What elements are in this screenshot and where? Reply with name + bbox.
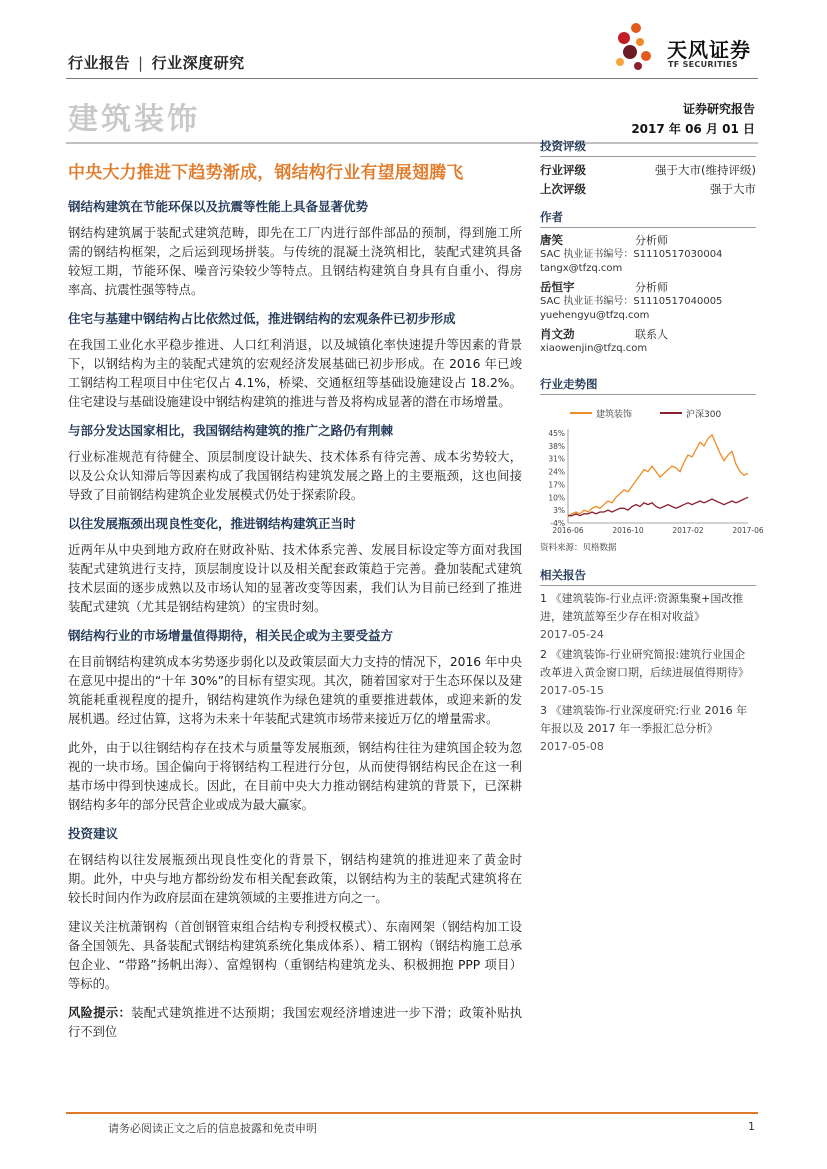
rating-key: 行业评级 [540,163,586,177]
legend-label: 建筑装饰 [596,410,633,420]
y-tick-label: 45% [548,429,565,438]
related-report-date: 2017-05-24 [540,628,604,641]
x-tick-label: 2016-06 [552,526,584,535]
section-paragraph: 在钢结构以往发展瓶颈出现良性变化的背景下，钢结构建筑的推进迎来了黄金时期。此外，中央与地方都纷纷发布相关配套政策，以钢结构为主的装配式建筑将在较长时间内作为政府层面在建筑领域的主要推进方向之一。 [68,853,522,905]
sector-name: 建筑装饰 [68,102,200,137]
report-date: 2017 年 06 月 01 日 [631,122,755,136]
legend-label: 沪深300 [686,410,722,420]
section-heading: 钢结构建筑在节能环保以及抗震等性能上具备显著优势 [68,199,369,214]
author-role: 分析师 [635,234,668,247]
rating-value: 强于大市(维持评级) [655,163,756,177]
section-paragraph: 行业标准规范有待健全、顶层制度设计缺失、技术体系有待完善、成本劣势较大，以及公众认知滞后等因素构成了我国钢结构建筑发展之路上的主要瓶颈，这也间接导致了目前钢结构建筑企业发展模式仍处于探索阶段。 [68,450,522,502]
author-email[interactable]: yuehengyu@tfzq.com [540,310,650,321]
section-heading: 以往发展瓶颈出现良性变化，推进钢结构建筑正当时 [68,516,356,531]
y-tick-label: 24% [548,467,565,477]
section-paragraph: 建议关注杭萧钢构（首创钢管束组合结构专利授权模式）、东南网架（钢结构加工设备全国领先、具备装配式钢结构建筑系统化集成体系）、精工钢构（钢结构施工总承包企业、“带路”扬帆出海）、富煌钢构（重钢结构建筑龙头、积极拥抱 PPP 项目）等标的。 [68,920,522,991]
sidebar [540,138,764,758]
trend-chart-svg [540,399,764,539]
rating-key: 上次评级 [540,182,586,196]
risk-warning [68,1004,522,1042]
y-tick-label: 17% [548,480,565,490]
author-email[interactable]: tangx@tfzq.com [540,263,623,274]
section-heading: 钢结构行业的市场增量值得期待，相关民企或为主要受益方 [68,628,394,643]
page-number: 1 [748,1120,755,1133]
report-subkind: 行业深度研究 [151,54,245,72]
related-report-link[interactable]: 1 《建筑装饰-行业点评:资源集聚+国改推进，建筑蓝筹至少存在相对收益》 [540,592,744,623]
author-card [540,326,756,356]
author-name: 岳恒宇 [540,280,575,294]
authors-title: 作者 [540,209,756,228]
brand-name-en: TF SECURITIES [668,60,738,69]
x-tick-label: 2017-02 [672,526,704,535]
related-title: 相关报告 [540,567,756,586]
section-heading: 住宅与基建中钢结构占比依然过低，推进钢结构的宏观条件已初步形成 [68,311,456,326]
footer-disclaimer: 请务必阅读正文之后的信息披露和免责申明 [108,1122,317,1135]
main-content [68,198,522,1052]
section-paragraph: 在目前钢结构建筑成本劣势逐步弱化以及政策层面大力支持的情况下，2016 年中央在意见中提出的“十年 30%”的目标有望实现。其次，随着国家对于生态环保以及建筑能耗重视程度的提升，钢结构建筑作为绿色建筑的重要推进载体，或迎来新的发展机遇。经过估算，这将为未来十年装配式建筑市场带来接近万亿的增量需求。 [68,655,522,726]
x-tick-label: 2016-10 [612,526,644,535]
breadcrumb [68,52,245,73]
related-report-link[interactable]: 2 《建筑装饰-行业研究简报:建筑行业国企改革进入黄金窗口期，后续进展值得期待》 [540,648,749,679]
related-report-date: 2017-05-15 [540,684,604,697]
y-tick-label: 10% [548,493,565,503]
tf-logo-icon [610,18,670,74]
breadcrumb-separator: | [138,54,144,72]
author-email[interactable]: xiaowenjin@tfzq.com [540,343,648,354]
trend-title: 行业走势图 [540,376,756,395]
author-role: 联系人 [635,328,668,341]
rating-title: 投资评级 [540,138,756,157]
y-tick-label: 3% [553,506,565,516]
chart-source: 资料来源：贝格数据 [540,543,617,553]
author-cert: SAC 执业证书编号：S1110517030004 [540,249,723,260]
trend-chart [540,399,764,539]
author-role: 分析师 [635,281,668,294]
y-tick-label: 31% [548,454,565,464]
author-name: 肖文劲 [540,327,575,341]
footer-divider [66,1112,758,1114]
related-report-link[interactable]: 3 《建筑装饰-行业深度研究:行业 2016 年年报以及 2017 年一季报汇总分析》 [540,704,748,735]
section-heading: 投资建议 [68,826,119,841]
header-divider [66,78,758,79]
related-report-date: 2017-05-08 [540,740,604,753]
report-title: 中央大力推进下趋势渐成，钢结构行业有望展翅腾飞 [68,163,464,183]
rating-value: 强于大市 [710,182,756,196]
y-tick-label: 38% [548,441,565,451]
risk-label: 风险提示： [68,1006,132,1020]
risk-text: 装配式建筑推进不达预期；我国宏观经济增速进一步下滑；政策补贴执行不到位 [68,1006,522,1039]
section-paragraph: 近两年从中央到地方政府在财政补贴、技术体系完善、发展目标设定等方面对我国装配式建筑进行支持，顶层制度设计以及相关配套政策趋于完善。叠加装配式建筑技术层面的逐步成熟以及市场认知的显著改变等因素，我们认为目前已经到了推进装配式建筑（尤其是钢结构建筑）的宝贵时刻。 [68,543,522,614]
rating-row [540,161,756,180]
report-type: 证券研究报告 [682,102,755,116]
author-card [540,279,756,323]
y-tick-label: -4% [550,519,565,528]
report-kind: 行业报告 [68,54,131,72]
author-name: 唐笑 [540,233,563,247]
section-heading: 与部分发达国家相比，我国钢结构建筑的推广之路仍有荆棘 [68,423,394,438]
rating-row [540,180,756,199]
section-paragraph: 在我国工业化水平稳步推进、人口红利消退，以及城镇化率快速提升等因素的背景下，以钢结构为主的装配式建筑的宏观经济发展基础已初步形成。在 2016 年已竣工钢结构工程项目中住宅仅占 4.1%，桥梁、交通枢纽等基础设施建设占 18.2%。住宅建设与基础设施建设中钢结构建筑的推进与普及将构成显著的潜在市场增量。 [68,338,522,409]
section-paragraph: 钢结构建筑属于装配式建筑范畴，即先在工厂内进行部件部品的预制，得到施工所需的钢结构框架，之后运到现场拼装。与传统的混凝土浇筑相比，装配式建筑具备较短工期，节能环保、噪音污染较少等特点。且钢结构建筑自身具有自重小、得房率高、抗震性强等特点。 [68,226,522,297]
brand-name: 天风证券 [667,38,751,62]
x-tick-label: 2017-06 [732,526,764,535]
author-cert: SAC 执业证书编号：S1110517040005 [540,296,723,307]
section-paragraph: 此外，由于以往钢结构存在技术与质量等发展瓶颈，钢结构往往为建筑国企较为忽视的一块市场。国企偏向于将钢结构工程进行分包，从而使得钢结构民企在这一利基市场中得到快速成长。因此，在目前中央大力推动钢结构建筑的背景下，已深耕钢结构多年的部分民营企业或成为最大赢家。 [68,741,522,812]
author-card [540,232,756,276]
